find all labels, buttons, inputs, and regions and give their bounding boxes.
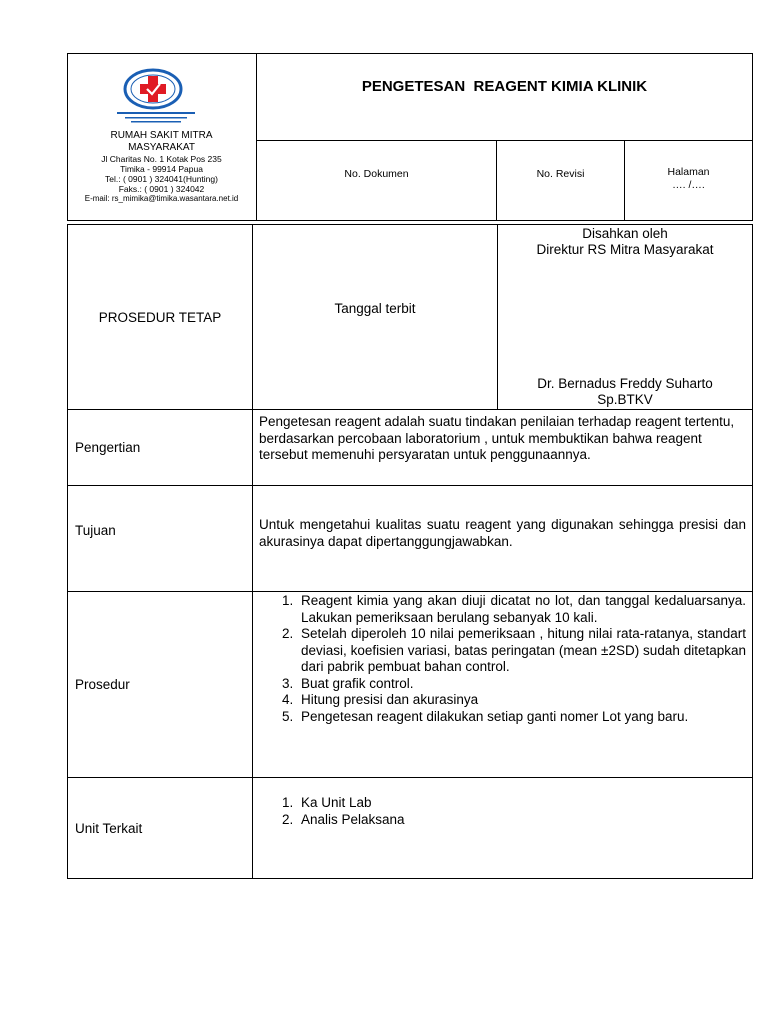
prosedur-steps [253, 593, 746, 725]
list-item: 3. Buat grafik control. [297, 676, 746, 693]
hospital-fax: Faks.: ( 0901 ) 324042 [118, 184, 205, 194]
tujuan-label: Tujuan [75, 522, 116, 538]
list-item: 1. Reagent kimia yang akan diuji dicatat no lot, dan tanggal kedaluarsanya. Lakukan pemeriksaan berulang sebanyak 10 kali. [297, 593, 746, 626]
document-number-label: No. Dokumen [344, 168, 409, 180]
hospital-info [68, 130, 255, 204]
unit-terkait-items [253, 795, 746, 828]
list-item: 4. Hitung presisi dan akurasinya [297, 692, 746, 709]
signer-name: Dr. Bernadus Freddy Suharto [537, 376, 713, 391]
prosedur-label: Prosedur [75, 677, 130, 692]
pengertian-text: Pengetesan reagent adalah suatu tindakan penilaian terhadap reagent tertentu, berdasarkan percobaan laboratorium , untuk membuktikan bahwa reagent tersebut memenuhi persyaratan untuk penggunaannya. [259, 414, 735, 462]
hospital-logo [111, 64, 201, 128]
signer-title: Sp.BTKV [597, 392, 653, 407]
issue-date-label: Tanggal terbit [334, 300, 416, 316]
list-item: 2. Analis Pelaksana [297, 812, 746, 829]
approved-by: Disahkan oleh [582, 226, 668, 241]
page-value: …. /…. [672, 179, 705, 191]
prosedur-list [253, 593, 746, 725]
protap-label: PROSEDUR TETAP [98, 309, 222, 325]
document-title: PENGETESAN REAGENT KIMIA KLINIK [361, 77, 648, 95]
page-label: Halaman [667, 166, 710, 178]
unit-terkait-label: Unit Terkait [75, 820, 143, 836]
hospital-tel: Tel.: ( 0901 ) 324041(Hunting) [105, 174, 218, 184]
list-item: 1. Ka Unit Lab [297, 795, 746, 812]
signer-block [498, 376, 752, 408]
list-item: 5. Pengetesan reagent dilakukan setiap ganti nomer Lot yang baru. [297, 709, 746, 726]
pengertian-label: Pengertian [75, 440, 141, 455]
tujuan-text: Untuk mengetahui kualitas suatu reagent yang digunakan sehingga presisi dan akurasinya dapat dipertanggungjawabkan. [259, 517, 746, 549]
director-title: Direktur RS Mitra Masyarakat [536, 242, 714, 257]
hospital-name: RUMAH SAKIT MITRA MASYARAKAT [110, 130, 213, 153]
hospital-city: Timika - 99914 Papua [120, 164, 203, 174]
hospital-address: Jl Charitas No. 1 Kotak Pos 235 [101, 154, 222, 164]
approval-block [498, 226, 752, 258]
list-item: 2. Setelah diperoleh 10 nilai pemeriksaan , hitung nilai rata-ratanya, standart deviasi, koefisien variasi, batas peringatan (mean ±2SD) sudah ditetapkan dari pabrik pembuat bahan control. [297, 626, 746, 676]
page-info [625, 166, 752, 192]
revision-number-label: No. Revisi [536, 168, 585, 180]
unit-list [253, 795, 746, 828]
hospital-logo-icon [111, 64, 201, 128]
hospital-email: E-mail: rs_mimika@timika.wasantara.net.id [84, 194, 239, 203]
